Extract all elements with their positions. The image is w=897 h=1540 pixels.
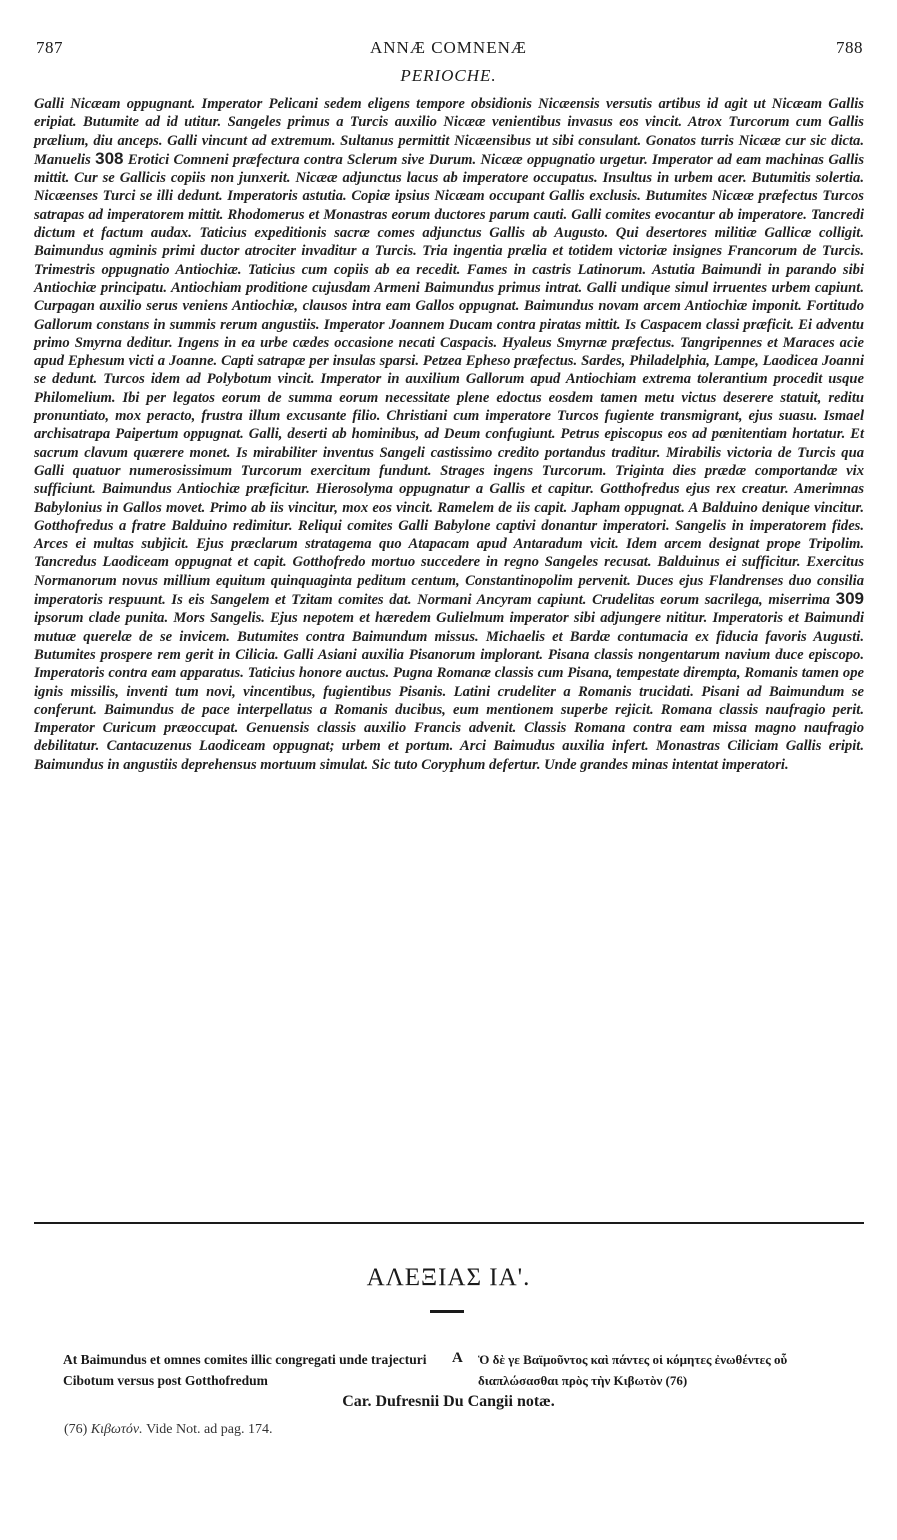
perioche-text-part2: Erotici Comneni præfectura contra Sclerum sive Durum. Nicææ oppugnatio urgetur. Imperator ad eam machinas Gallis mittit. Cur se Gallicis copiis non junxerit. Nicææ adjunctus lacus ab imperatore occupatus. Insultus in urbem acer. Butumitis solertia. Nicæenses Turci se illi dedunt. Imperatoris astutia. Copiæ ipsius Nicæam occupant Gallis exclusis. Butumites Nicææ præfectus Turcos satrapas ad imperatorem mittit. Rhodomerus et Monastras eorum ductores parum cauti. Galli comites evocantur ab imperatore. Tancredi dictum et factum audax. Taticius expeditionis sacræ comes adjunctus Gallis ab Augusto. Qui desertores militiæ Gallicæ colligit. Baimundus agminis primi ductor atrociter invaditur a Turcis. Tria ingentia prælia et totidem victoriæ insignes Francorum de Turcis. Trimestris oppugnatio Antiochiæ. Taticius cum copiis ab ea recedit. Fames in castris Latinorum. Astutia Baimundi in parando sibi Antiochiæ principatu. Antiochiam proditione cujusdam Armeni Baimundus primus intrat. Galli undique simul irruentes urbem capiunt. Curpagan auxilio serus veniens Antiochiæ, clausos intra eam Gallos oppugnat. Baimundus novam arcem Antiochiæ imponit. Fortitudo Gallorum constans in summis rerum angustiis. Imperator Joannem Ducam contra piratas mittit. Is Caspacem classi præficit. Ei adventu primo Smyrna deditur. Ingens in ea urbe cædes occasione necati Caspacis. Hyaleus Smyrnæ præfectus. Tangripennes et Maraces acie apud Ephesum victi a Joanne. Capti satrapæ per insulas sparsi. Petzea Epheso præfectus. Sardes, Philadelphia, Lampe, Laodicea Joanni se dedunt. Turcos idem ad Polybotum vincit. Imperator in auxilium Gallorum apud Antiochiam extrema tolerantium procedit usque Philomelium. Ibi per legatos eorum de summa eorum necessitate plene edoctus eosdem tamen metu victus deserere statuit, reditu pronuntiato, mox peracto, frustra illum excusante filio. Christiani cum imperatore Turcos fugiente transmigrant, ejus suasu. Ismael archisatrapa Paipertum oppugnat. Galli, deserti ab hominibus, ad Deum confugiunt. Petrus episcopus eos ad pœnitentiam hortatur. Et sacrum clavum quærere monet. Is mirabiliter inventus Sangeli castissimo credito portandus traditur. Mirabilis victoria de Turcis qua Galli quatuor numerosissimum Turcorum exercitum fundunt. Strages ingens Turcorum. Triginta dies prædæ comportandæ vix sufficiunt. Baimundus Antiochiæ præficitur. Hierosolyma oppugnatur a Gallis et capitur. Gotthofredus ejus rex creatur. Amerimnas Babylonius in Gallos movet. Primo ab iis vincitur, mox eos vincit. Ramelem de iis capit. Japham oppugnat. A Balduino denique vincitur. Gotthofredus a fratre Balduino redimitur. Reliqui comites Galli Babylone captivi donantur imperatori. Sangelis in imperatorem fides. Arces ei multas subjicit. Ejus præclarum stratagema quo Atapacam apud Antaradum vicit. Idem arcem designat prope Tripolim. Tancredus Laodiceam oppugnat et capit. Gotthofredo mortuo succedere in regno Sangeles recusat. Balduinus ei sufficitur. Exercitus Normanorum novus millium equitum quinquaginta peditum centum, Constantinopolim pervenit. Duces ejus Flandrenses duo consilia imperatoris respuunt. Is eis Sangelem et Tzitam comites dat. Normani Ancyram capiunt. Crudelitas eorum sacrilega, miserrima [34,151,864,609]
column-marker-308: 308 [95,148,124,168]
running-title: ANNÆ COMNENÆ [370,38,527,57]
book-title: ΑΛΕΞΙΑΣ ΙΑ'. [366,1264,531,1291]
footnote-text: Vide Not. ad pag. 174. [146,1422,273,1437]
footnote [64,1422,272,1438]
perioche-text-part3: ipsorum clade punita. Mors Sangelis. Ejus nepotem et hæredem Gulielmum imperator sibi adjungere nititur. Imperatoris et Baimundi mutuæ querelæ de se invicem. Butumites contra Baimundum missus. Michaelis et Bardæ contumacia ex fiducia favoris Augusti. Butumites prospere rem gerit in Cilicia. Galli Asiani auxilia Pisanorum implorant. Pisana classis nongentarum navium duce episcopo. Imperatoris contra eam apparatus. Taticius honore auctus. Pugna Romanæ classis cum Pisana, tempestate dirempta, Romanis tamen ope ignis missilis, inventi tum novi, vincentibus, fugientibus Pisanis. Latini crudeliter a Romanis trucidati. Pisani ad Baimundum se conferunt. Baimundus de pace interpellatus a Romanis ducibus, eum mentionem superbe rejicit. Romana classis naufragio perit. Imperator Curicum præoccupat. Genuensis classis auxilio Francis advenit. Classis Romana contra eam missa magno naufragio debilitatur. Cantacuzenus Laodiceam oppugnat; urbem et portum. Arci Baimudus auxilia infert. Monastras Ciliciam Gallis eripit. Baimundus in angustiis deprehensus mortuum simulat. Sic tuto Coryphum defertur. Unde grandes minas intentat imperatori. [34,610,864,773]
page-number-right: 788 [836,38,863,57]
title-dash [430,1310,464,1313]
page-number-left: 787 [36,38,63,57]
perioche-title: PERIOCHE. [400,66,497,85]
greek-column-text: Ὁ δὲ γε Βαϊμοῦντος καὶ πάντες οἱ κόμητες ἐνωθέντες οὗ διαπλώσασθαι πρὸς τὴν Κιβωτὸν (76) [478,1352,788,1388]
column-marker-a: A [452,1350,463,1366]
perioche-text [34,95,864,774]
section-divider [34,1222,864,1224]
latin-column-text: At Baimundus et omnes comites illic congregati unde trajecturi Cibotum versus post Gotthofredum [63,1352,427,1388]
notes-heading: Car. Dufresnii Du Cangii notæ. [342,1393,555,1410]
footnote-number: (76) [64,1422,88,1437]
footnote-word: Κιβωτόν. [90,1422,143,1437]
column-marker-309: 309 [835,589,864,609]
perioche-text-part1: Galli Nicæam oppugnant. Imperator Pelicani sedem eligens tempore obsidionis Nicæensis versutis artibus id agit ut Nicæam Gallis eripiat. Butumite ad id utitur. Sangeles primus a Turcis auxilio Nicææ venientibus invasus eos vincit. Atrox Turcorum cum Gallis prælium, diu anceps. Galli vincunt ad extremum. Sultanus permittit Nicæensibus ut sibi consulant. Gonatos turris Nicææ cur sic dicta. Manuelis [34,96,864,168]
